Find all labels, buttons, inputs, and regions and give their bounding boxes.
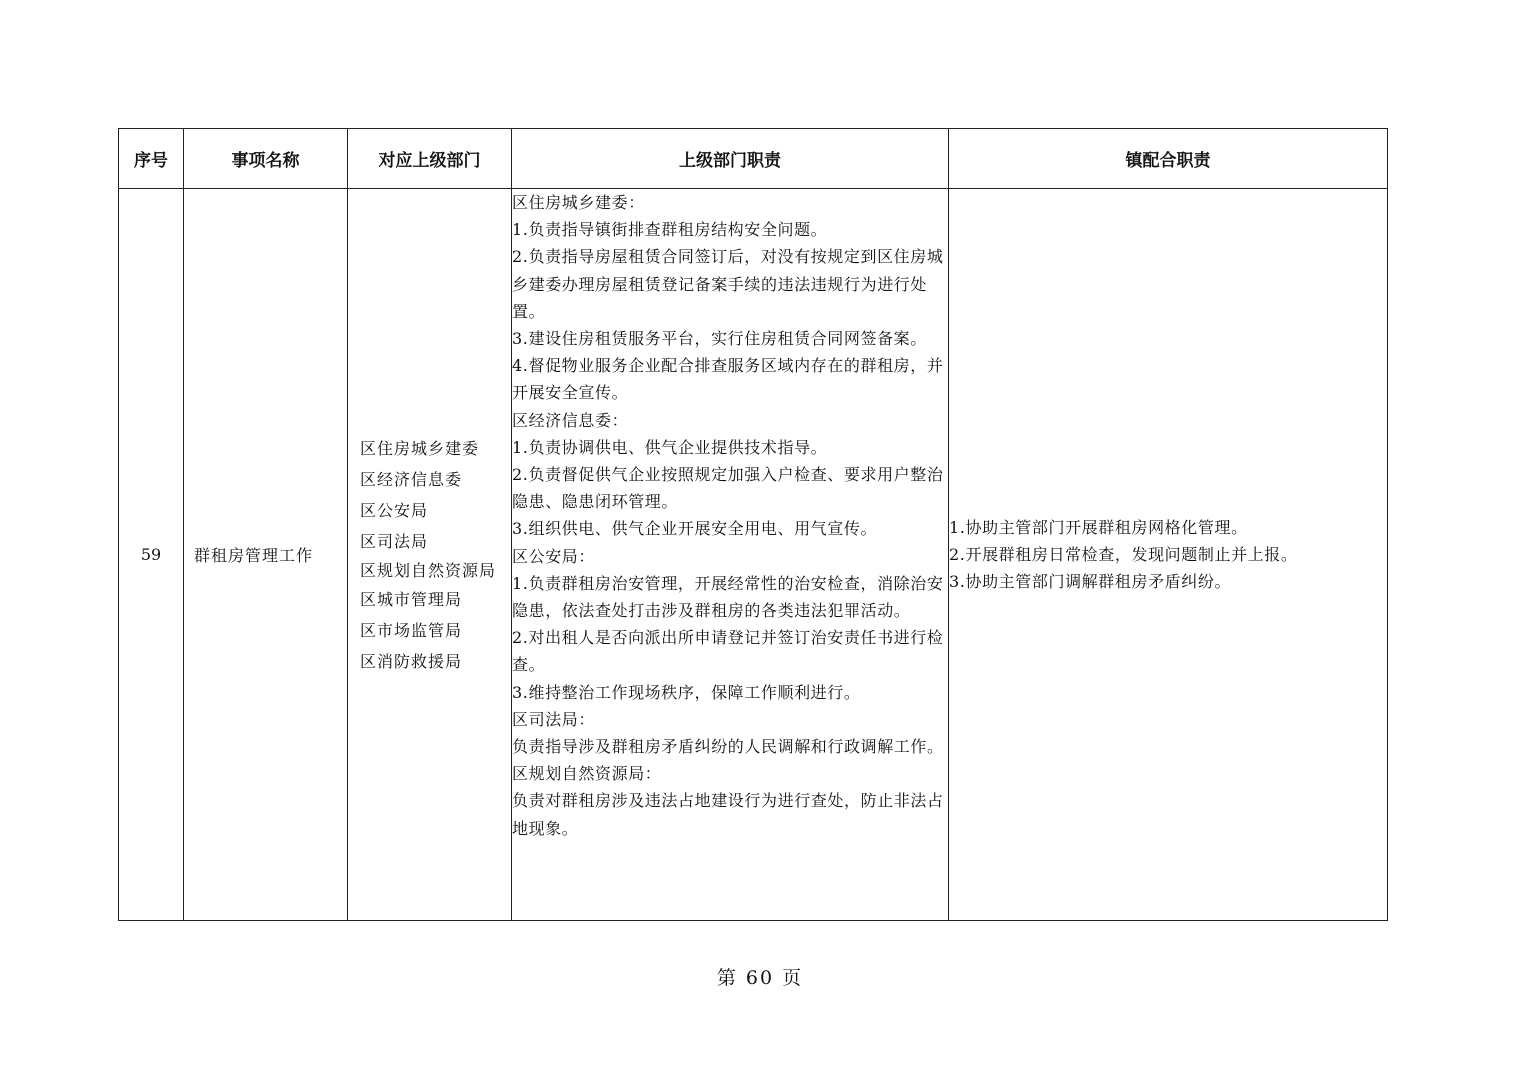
duty-line: 2.对出租人是否向派出所申请登记并签订治安责任书进行检查。 [512,628,944,675]
table-row [119,189,1388,921]
duty-line: 1.负责群租房治安管理，开展经常性的治安检查，消除治安隐患，依法查处打击涉及群租房的各类违法犯罪活动。 [512,573,944,621]
duty-line: 4.督促物业服务企业配合排查服务区域内存在的群租房，并开展安全宣传。 [512,356,944,403]
page-number: 第 60 页 [716,967,804,989]
dept-item: 区城市管理局 [360,589,463,609]
dept-item: 区住房城乡建委 [360,438,480,458]
duty-line: 区公安局： [512,546,596,566]
row-seq: 59 [119,189,184,921]
dept-item: 区消防救援局 [360,651,463,671]
duty-line: 1.负责指导镇街排查群租房结构安全问题。 [512,220,828,240]
header-upper-dept: 对应上级部门 [348,129,512,189]
duty-line: 区司法局： [512,709,596,729]
header-upper-duty: 上级部门职责 [512,129,949,189]
duty-line: 区住房城乡建委： [512,193,645,212]
dept-item: 区司法局 [360,531,429,551]
town-duty-line: 1.协助主管部门开展群租房网格化管理。 [949,518,1248,537]
duty-line: 负责指导涉及群租房矛盾纠纷的人民调解和行政调解工作。 [512,737,944,757]
duty-line: 3.建设住房租赁服务平台，实行住房租赁合同网签备案。 [512,329,927,349]
header-seq: 序号 [119,129,184,189]
duty-line: 区规划自然资源局： [512,764,662,784]
duty-line: 负责对群租房涉及违法占地建设行为进行查处，防止非法占地现象。 [512,791,944,838]
header-item-name: 事项名称 [184,129,348,189]
duty-line: 3.组织供电、供气企业开展安全用电、用气宣传。 [512,519,878,539]
town-duty-line: 3.协助主管部门调解群租房矛盾纠纷。 [949,572,1232,591]
duty-line: 1.负责协调供电、供气企业提供技术指导。 [512,437,828,457]
dept-item: 区经济信息委 [360,469,463,489]
dept-item: 区市场监管局 [360,620,463,640]
town-duty-line: 2.开展群租房日常检查，发现问题制止并上报。 [949,545,1298,564]
duty-line: 2.负责指导房屋租赁合同签订后，对没有按规定到区住房城乡建委办理房屋租赁登记备案手续的违法违规行为进行处置。 [512,247,944,321]
responsibility-table [118,128,1388,921]
row-upper-depts [348,189,512,921]
dept-item: 区规划自然资源局 [360,560,497,580]
duty-line: 2.负责督促供气企业按照规定加强入户检查、要求用户整治隐患、隐患闭环管理。 [512,465,944,512]
row-town-duty [949,189,1388,921]
header-town-duty: 镇配合职责 [949,129,1388,189]
row-item-name: 群租房管理工作 [184,189,348,921]
duty-line: 3.维持整治工作现场秩序，保障工作顺利进行。 [512,682,861,702]
table-header-row [119,129,1388,189]
row-upper-duty [512,189,949,921]
duty-line: 区经济信息委： [512,410,629,430]
dept-item: 区公安局 [360,500,429,520]
